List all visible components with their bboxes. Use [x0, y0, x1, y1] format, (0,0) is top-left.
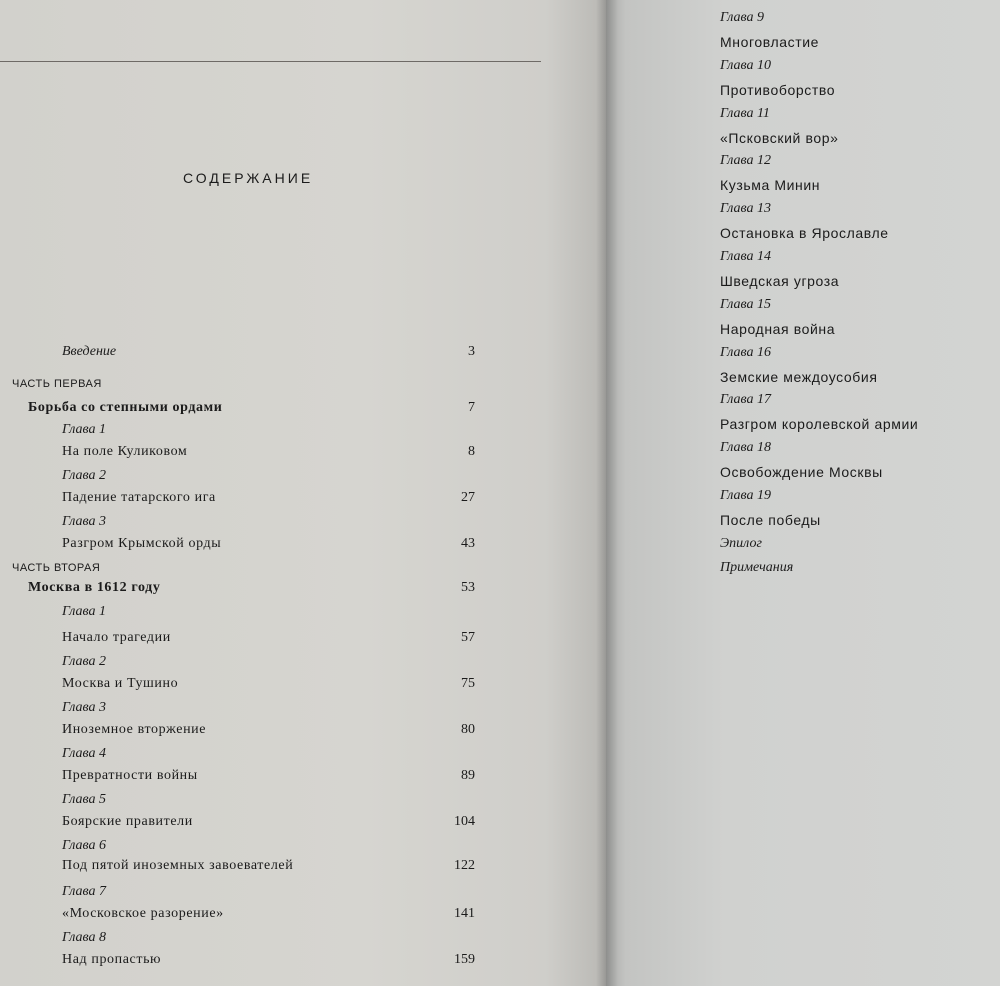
toc-page-number: 43	[461, 536, 475, 551]
toc-chapter-label: Глава 1	[62, 422, 106, 437]
toc-chapter-title: Падение татарского ига	[62, 490, 216, 505]
toc-chapter-title: Противоборство	[720, 81, 836, 98]
toc-chapter-title: Иноземное вторжение	[62, 722, 207, 737]
toc-chapter-label: Глава 9	[720, 10, 764, 25]
toc-page-number: 141	[454, 906, 475, 921]
toc-page-number: 75	[461, 676, 475, 691]
toc-chapter-title: «Московское разорение»	[62, 906, 224, 921]
toc-chapter-label: Глава 1	[62, 604, 106, 619]
toc-chapter-title: Над пропастью	[62, 952, 162, 967]
toc-chapter-title: Народная война	[720, 320, 836, 337]
toc-chapter-title: Земские междоусобия	[720, 368, 878, 385]
toc-chapter-label: Глава 16	[720, 344, 771, 360]
toc-page-number: 8	[468, 444, 475, 459]
toc-page-number: 7	[468, 400, 475, 415]
toc-chapter-label: Глава 18	[720, 440, 771, 456]
toc-part-heading: ЧАСТЬ ПЕРВАЯ	[12, 378, 102, 390]
toc-chapter-label: Глава 19	[720, 488, 771, 503]
toc-chapter-title: Разгром королевской армии	[720, 416, 919, 433]
header-rule	[0, 61, 541, 62]
toc-chapter-label: Глава 8	[62, 930, 106, 945]
toc-page-number: 80	[461, 722, 475, 737]
toc-chapter-label: Глава 14	[720, 249, 771, 264]
toc-chapter-label: Введение	[62, 344, 117, 359]
toc-page-number: 122	[454, 858, 475, 873]
toc-chapter-label: Глава 4	[62, 746, 106, 761]
toc-chapter-label: Глава 12	[720, 153, 771, 169]
toc-chapter-label: Эпилог	[720, 535, 762, 551]
toc-chapter-label: Глава 6	[62, 838, 106, 853]
toc-chapter-label: Глава 15	[720, 296, 771, 312]
toc-chapter-title: Многовластие	[720, 33, 820, 50]
toc-section-title: Борьба со степными ордами	[28, 400, 223, 415]
toc-page-number: 27	[461, 490, 475, 505]
toc-chapter-title: Шведская угроза	[720, 272, 840, 289]
toc-chapter-title: Разгром Крымской орды	[62, 536, 222, 551]
toc-chapter-label: Глава 11	[720, 105, 770, 121]
toc-chapter-label: Глава 3	[62, 514, 106, 529]
toc-chapter-label: Глава 5	[62, 792, 106, 807]
toc-chapter-title: Освобождение Москвы	[720, 464, 883, 481]
toc-chapter-title: Начало трагедии	[62, 630, 171, 645]
toc-chapter-label: Глава 2	[62, 654, 106, 669]
toc-chapter-label: Примечания	[720, 559, 794, 575]
toc-chapter-title: Москва и Тушино	[62, 676, 179, 691]
toc-page-number: 159	[454, 952, 475, 967]
toc-chapter-title: Боярские правители	[62, 814, 193, 829]
toc-chapter-label: Глава 17	[720, 392, 771, 408]
toc-chapter-title: После победы	[720, 511, 821, 528]
book-gutter	[596, 0, 618, 986]
toc-chapter-title: Под пятой иноземных завоевателей	[62, 858, 294, 873]
toc-chapter-label: Глава 10	[720, 57, 771, 73]
toc-chapter-title: На поле Куликовом	[62, 444, 188, 459]
toc-chapter-label: Глава 7	[62, 884, 106, 899]
toc-chapter-title: Остановка в Ярославле	[720, 225, 889, 242]
toc-chapter-title: Кузьма Минин	[720, 177, 821, 194]
toc-page-number: 3	[468, 344, 475, 359]
right-page	[606, 0, 1000, 986]
toc-chapter-label: Глава 2	[62, 468, 106, 483]
toc-page-number: 89	[461, 768, 475, 783]
contents-title: СОДЕРЖАНИЕ	[183, 170, 314, 186]
toc-chapter-label: Глава 3	[62, 700, 106, 715]
toc-chapter-title: Превратности войны	[62, 768, 198, 783]
toc-part-heading: ЧАСТЬ ВТОРАЯ	[12, 562, 101, 574]
toc-section-title: Москва в 1612 году	[28, 580, 161, 595]
toc-chapter-title: «Псковский вор»	[720, 129, 839, 146]
toc-page-number: 104	[454, 814, 475, 829]
toc-page-number: 57	[461, 630, 475, 645]
toc-page-number: 53	[461, 580, 475, 595]
toc-chapter-label: Глава 13	[720, 201, 771, 217]
